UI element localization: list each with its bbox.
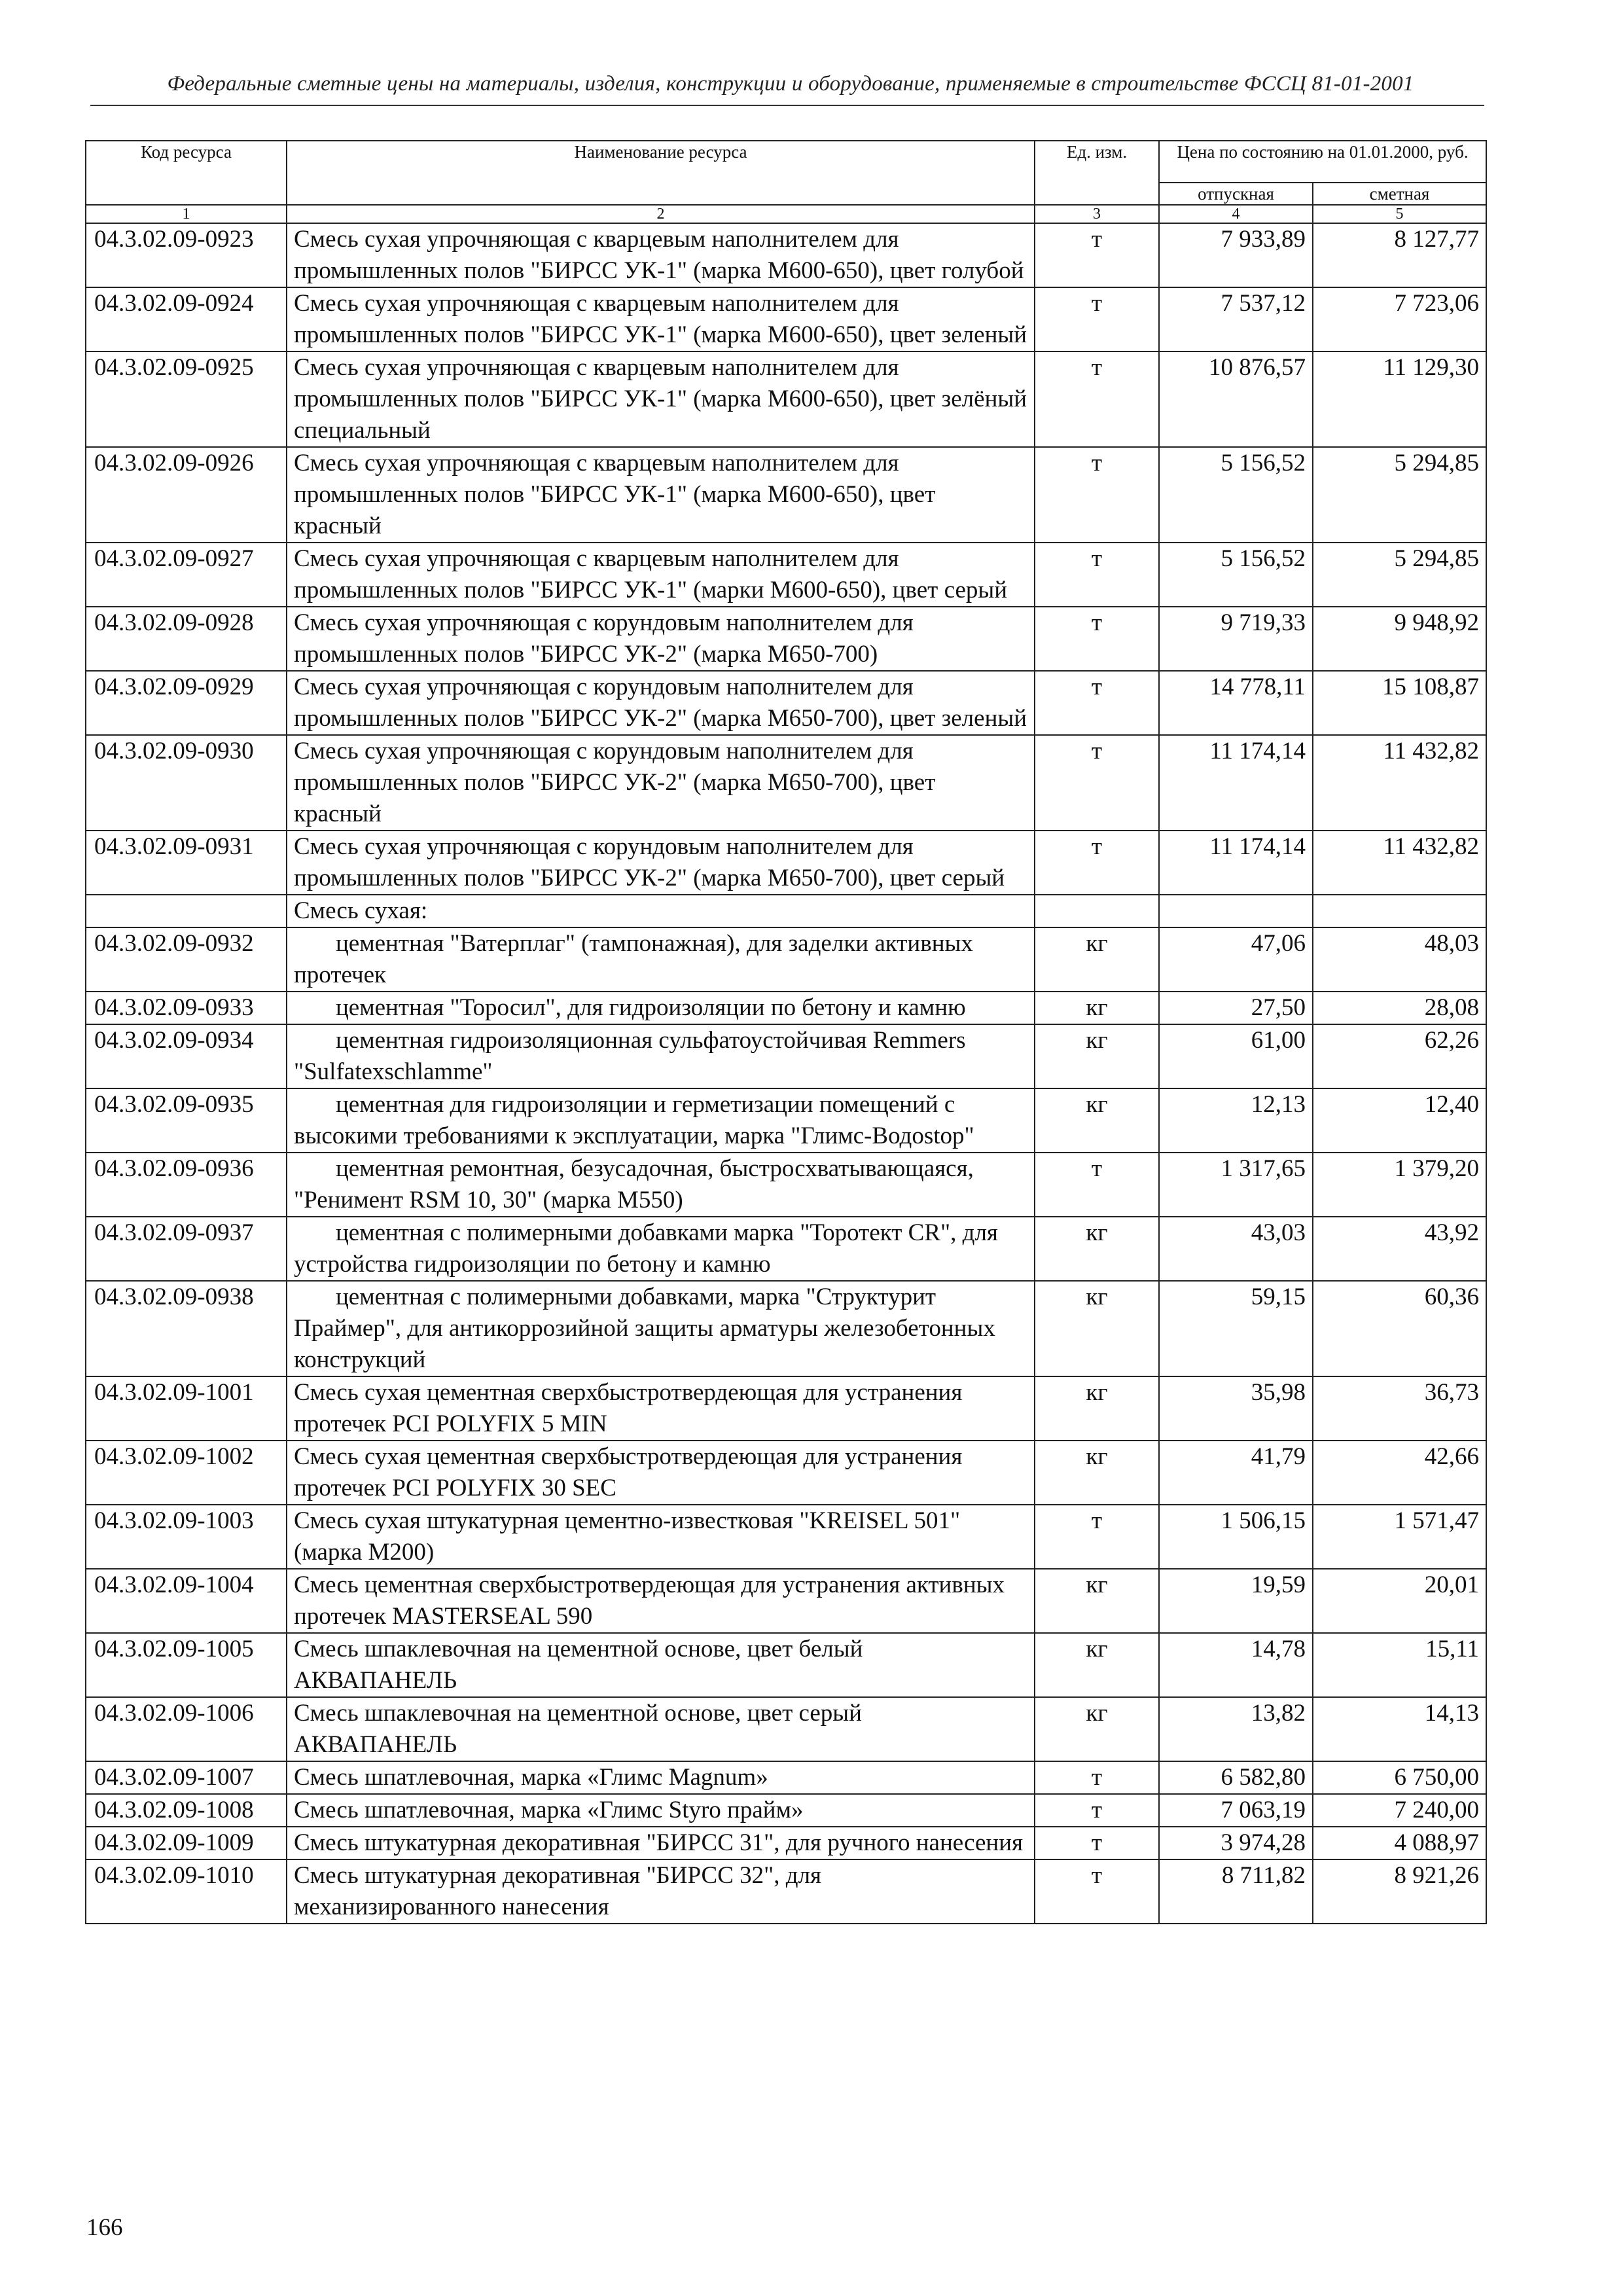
table-header (86, 141, 1486, 223)
resource-code: 04.3.02.09-0935 (86, 1088, 287, 1153)
resource-name: цементная "Ватерплаг" (тампонажная), для заделки активных протечек (287, 927, 1035, 992)
resource-name: Смесь штукатурная декоративная "БИРСС 31", для ручного нанесения (287, 1827, 1035, 1859)
estimate-price: 43,92 (1313, 1217, 1486, 1281)
resource-code: 04.3.02.09-0923 (86, 223, 287, 287)
release-price: 7 933,89 (1159, 223, 1313, 287)
resource-name: цементная ремонтная, безусадочная, быстросхватывающаяся, "Ренимент RSM 10, 30" (марка М550) (287, 1153, 1035, 1217)
resource-code: 04.3.02.09-1010 (86, 1859, 287, 1924)
unit-of-measure: кг (1035, 1217, 1159, 1281)
resource-code: 04.3.02.09-0936 (86, 1153, 287, 1217)
release-price: 41,79 (1159, 1441, 1313, 1505)
table-row (86, 351, 1486, 447)
estimate-price (1313, 895, 1486, 927)
unit-of-measure: кг (1035, 1281, 1159, 1376)
unit-of-measure: кг (1035, 1088, 1159, 1153)
release-price: 10 876,57 (1159, 351, 1313, 447)
release-price: 61,00 (1159, 1024, 1313, 1088)
resource-name: Смесь шпатлевочная, марка «Глимс Styro прайм» (287, 1794, 1035, 1827)
unit-of-measure: кг (1035, 1697, 1159, 1761)
estimate-price: 62,26 (1313, 1024, 1486, 1088)
estimate-price: 36,73 (1313, 1376, 1486, 1441)
estimate-price: 4 088,97 (1313, 1827, 1486, 1859)
estimate-price: 14,13 (1313, 1697, 1486, 1761)
estimate-price: 12,40 (1313, 1088, 1486, 1153)
header-code: Код ресурса (86, 141, 287, 205)
resource-code: 04.3.02.09-0932 (86, 927, 287, 992)
unit-of-measure: т (1035, 735, 1159, 831)
unit-of-measure: т (1035, 1153, 1159, 1217)
column-number: 3 (1035, 205, 1159, 223)
resource-code: 04.3.02.09-0929 (86, 671, 287, 735)
price-table (85, 140, 1487, 1924)
resource-name: Смесь сухая упрочняющая с кварцевым наполнителем для промышленных полов "БИРСС УК-1" (марка М600-650), цвет красный (287, 447, 1035, 543)
table-row (86, 1153, 1486, 1217)
resource-code: 04.3.02.09-1007 (86, 1761, 287, 1794)
resource-code: 04.3.02.09-1002 (86, 1441, 287, 1505)
resource-name: Смесь сухая: (287, 895, 1035, 927)
unit-of-measure: т (1035, 671, 1159, 735)
estimate-price: 28,08 (1313, 992, 1486, 1024)
table-row (86, 992, 1486, 1024)
estimate-price: 48,03 (1313, 927, 1486, 992)
release-price: 11 174,14 (1159, 735, 1313, 831)
release-price: 14,78 (1159, 1633, 1313, 1697)
header-price-group: Цена по состоянию на 01.01.2000, руб. (1159, 141, 1486, 183)
estimate-price: 8 127,77 (1313, 223, 1486, 287)
column-number: 4 (1159, 205, 1313, 223)
table-row (86, 1633, 1486, 1697)
estimate-price: 5 294,85 (1313, 543, 1486, 607)
resource-name: Смесь штукатурная декоративная "БИРСС 32", для механизированного нанесения (287, 1859, 1035, 1924)
estimate-price: 11 129,30 (1313, 351, 1486, 447)
unit-of-measure: кг (1035, 1024, 1159, 1088)
page-number: 166 (86, 2214, 123, 2241)
unit-of-measure: т (1035, 1859, 1159, 1924)
estimate-price: 5 294,85 (1313, 447, 1486, 543)
table-row (86, 447, 1486, 543)
group-heading-row (86, 895, 1486, 927)
header-name: Наименование ресурса (287, 141, 1035, 205)
header-rule (90, 105, 1484, 106)
release-price (1159, 895, 1313, 927)
estimate-price: 6 750,00 (1313, 1761, 1486, 1794)
table-row (86, 1697, 1486, 1761)
column-number: 1 (86, 205, 287, 223)
resource-code: 04.3.02.09-0930 (86, 735, 287, 831)
table-row (86, 1827, 1486, 1859)
resource-name: цементная с полимерными добавками марка "Торотект CR", для устройства гидроизоляции по бетону и камню (287, 1217, 1035, 1281)
resource-code: 04.3.02.09-0934 (86, 1024, 287, 1088)
table-row (86, 1376, 1486, 1441)
resource-name: Смесь сухая упрочняющая с корундовым наполнителем для промышленных полов "БИРСС УК-2" (марка М650-700), цвет зеленый (287, 671, 1035, 735)
unit-of-measure: кг (1035, 1376, 1159, 1441)
table-row (86, 1441, 1486, 1505)
table-row (86, 1569, 1486, 1633)
resource-code: 04.3.02.09-0924 (86, 287, 287, 351)
resource-name: Смесь сухая упрочняющая с кварцевым наполнителем для промышленных полов "БИРСС УК-1" (марка М600-650), цвет зелёный специальный (287, 351, 1035, 447)
unit-of-measure: кг (1035, 1633, 1159, 1697)
table-row (86, 1505, 1486, 1569)
resource-code: 04.3.02.09-1006 (86, 1697, 287, 1761)
resource-code: 04.3.02.09-1009 (86, 1827, 287, 1859)
release-price: 5 156,52 (1159, 543, 1313, 607)
header-estimate-price: сметная (1313, 183, 1486, 205)
column-number-row (86, 205, 1486, 223)
unit-of-measure: кг (1035, 992, 1159, 1024)
resource-name: Смесь сухая упрочняющая с корундовым наполнителем для промышленных полов "БИРСС УК-2" (марка М650-700) (287, 607, 1035, 671)
release-price: 9 719,33 (1159, 607, 1313, 671)
release-price: 5 156,52 (1159, 447, 1313, 543)
release-price: 47,06 (1159, 927, 1313, 992)
table-row (86, 1281, 1486, 1376)
resource-code: 04.3.02.09-1008 (86, 1794, 287, 1827)
table-row (86, 735, 1486, 831)
estimate-price: 42,66 (1313, 1441, 1486, 1505)
header-unit: Ед. изм. (1035, 141, 1159, 205)
release-price: 14 778,11 (1159, 671, 1313, 735)
estimate-price: 11 432,82 (1313, 735, 1486, 831)
estimate-price: 8 921,26 (1313, 1859, 1486, 1924)
table-row (86, 1859, 1486, 1924)
release-price: 12,13 (1159, 1088, 1313, 1153)
resource-code: 04.3.02.09-0927 (86, 543, 287, 607)
resource-name: цементная "Торосил", для гидроизоляции по бетону и камню (287, 992, 1035, 1024)
resource-code: 04.3.02.09-0931 (86, 831, 287, 895)
table-row (86, 1217, 1486, 1281)
table-row (86, 607, 1486, 671)
estimate-price: 9 948,92 (1313, 607, 1486, 671)
unit-of-measure (1035, 895, 1159, 927)
release-price: 1 506,15 (1159, 1505, 1313, 1569)
header-release-price: отпускная (1159, 183, 1313, 205)
estimate-price: 11 432,82 (1313, 831, 1486, 895)
release-price: 13,82 (1159, 1697, 1313, 1761)
column-number: 2 (287, 205, 1035, 223)
resource-name: Смесь шпаклевочная на цементной основе, цвет белый АКВАПАНЕЛЬ (287, 1633, 1035, 1697)
unit-of-measure: т (1035, 831, 1159, 895)
unit-of-measure: т (1035, 1761, 1159, 1794)
table-row (86, 831, 1486, 895)
release-price: 7 063,19 (1159, 1794, 1313, 1827)
release-price: 8 711,82 (1159, 1859, 1313, 1924)
resource-name: Смесь сухая упрочняющая с корундовым наполнителем для промышленных полов "БИРСС УК-2" (марка М650-700), цвет красный (287, 735, 1035, 831)
table-row (86, 1794, 1486, 1827)
release-price: 43,03 (1159, 1217, 1313, 1281)
unit-of-measure: т (1035, 1794, 1159, 1827)
release-price: 27,50 (1159, 992, 1313, 1024)
unit-of-measure: кг (1035, 1569, 1159, 1633)
estimate-price: 7 240,00 (1313, 1794, 1486, 1827)
resource-code: 04.3.02.09-0926 (86, 447, 287, 543)
table-row (86, 927, 1486, 992)
resource-code: 04.3.02.09-1001 (86, 1376, 287, 1441)
unit-of-measure: т (1035, 351, 1159, 447)
release-price: 7 537,12 (1159, 287, 1313, 351)
resource-name: Смесь сухая штукатурная цементно-известковая "KREISEL 501" (марка М200) (287, 1505, 1035, 1569)
estimate-price: 15 108,87 (1313, 671, 1486, 735)
table-row (86, 1761, 1486, 1794)
resource-name: Смесь сухая упрочняющая с корундовым наполнителем для промышленных полов "БИРСС УК-2" (марка М650-700), цвет серый (287, 831, 1035, 895)
resource-name: цементная для гидроизоляции и герметизации помещений с высокими требованиями к эксплуатации, марка "Глимс-Водоstop" (287, 1088, 1035, 1153)
release-price: 1 317,65 (1159, 1153, 1313, 1217)
resource-name: Смесь сухая цементная сверхбыстротвердеющая для устранения протечек PCI POLYFIX 30 SEC (287, 1441, 1035, 1505)
unit-of-measure: т (1035, 287, 1159, 351)
resource-code: 04.3.02.09-0928 (86, 607, 287, 671)
table-row (86, 223, 1486, 287)
resource-code: 04.3.02.09-1003 (86, 1505, 287, 1569)
release-price: 11 174,14 (1159, 831, 1313, 895)
resource-name: цементная с полимерными добавками, марка "Структурит Праймер", для антикоррозийной защиты арматуры железобетонных конструкций (287, 1281, 1035, 1376)
estimate-price: 7 723,06 (1313, 287, 1486, 351)
release-price: 6 582,80 (1159, 1761, 1313, 1794)
resource-name: Смесь цементная сверхбыстротвердеющая для устранения активных протечек MASTERSEAL 590 (287, 1569, 1035, 1633)
table-row (86, 671, 1486, 735)
unit-of-measure: т (1035, 607, 1159, 671)
release-price: 35,98 (1159, 1376, 1313, 1441)
estimate-price: 1 571,47 (1313, 1505, 1486, 1569)
resource-code: 04.3.02.09-1005 (86, 1633, 287, 1697)
unit-of-measure: т (1035, 1827, 1159, 1859)
unit-of-measure: кг (1035, 1441, 1159, 1505)
table-body (86, 223, 1486, 1924)
unit-of-measure: кг (1035, 927, 1159, 992)
resource-code: 04.3.02.09-1004 (86, 1569, 287, 1633)
resource-code: 04.3.02.09-0937 (86, 1217, 287, 1281)
table-row (86, 1088, 1486, 1153)
table-row (86, 1024, 1486, 1088)
estimate-price: 15,11 (1313, 1633, 1486, 1697)
resource-name: Смесь сухая упрочняющая с кварцевым наполнителем для промышленных полов "БИРСС УК-1" (марка М600-650), цвет голубой (287, 223, 1035, 287)
unit-of-measure: т (1035, 1505, 1159, 1569)
unit-of-measure: т (1035, 543, 1159, 607)
table-row (86, 543, 1486, 607)
release-price: 19,59 (1159, 1569, 1313, 1633)
unit-of-measure: т (1035, 223, 1159, 287)
estimate-price: 1 379,20 (1313, 1153, 1486, 1217)
resource-code: 04.3.02.09-0938 (86, 1281, 287, 1376)
estimate-price: 60,36 (1313, 1281, 1486, 1376)
unit-of-measure: т (1035, 447, 1159, 543)
resource-name: Смесь шпатлевочная, марка «Глимс Magnum» (287, 1761, 1035, 1794)
resource-name: Смесь сухая упрочняющая с кварцевым наполнителем для промышленных полов "БИРСС УК-1" (марка М600-650), цвет зеленый (287, 287, 1035, 351)
column-number: 5 (1313, 205, 1486, 223)
resource-name: Смесь сухая упрочняющая с кварцевым наполнителем для промышленных полов "БИРСС УК-1" (марки М600-650), цвет серый (287, 543, 1035, 607)
resource-name: Смесь шпаклевочная на цементной основе, цвет серый АКВАПАНЕЛЬ (287, 1697, 1035, 1761)
table-row (86, 287, 1486, 351)
running-header: Федеральные сметные цены на материалы, изделия, конструкции и оборудование, применяемые в строительстве ФССЦ 81-01-2001 (167, 72, 1414, 96)
resource-name: Смесь сухая цементная сверхбыстротвердеющая для устранения протечек PCI POLYFIX 5 MIN (287, 1376, 1035, 1441)
release-price: 3 974,28 (1159, 1827, 1313, 1859)
release-price: 59,15 (1159, 1281, 1313, 1376)
resource-name: цементная гидроизоляционная сульфатоустойчивая Remmers "Sulfatexschlamme" (287, 1024, 1035, 1088)
resource-code: 04.3.02.09-0925 (86, 351, 287, 447)
estimate-price: 20,01 (1313, 1569, 1486, 1633)
resource-code: 04.3.02.09-0933 (86, 992, 287, 1024)
resource-code (86, 895, 287, 927)
